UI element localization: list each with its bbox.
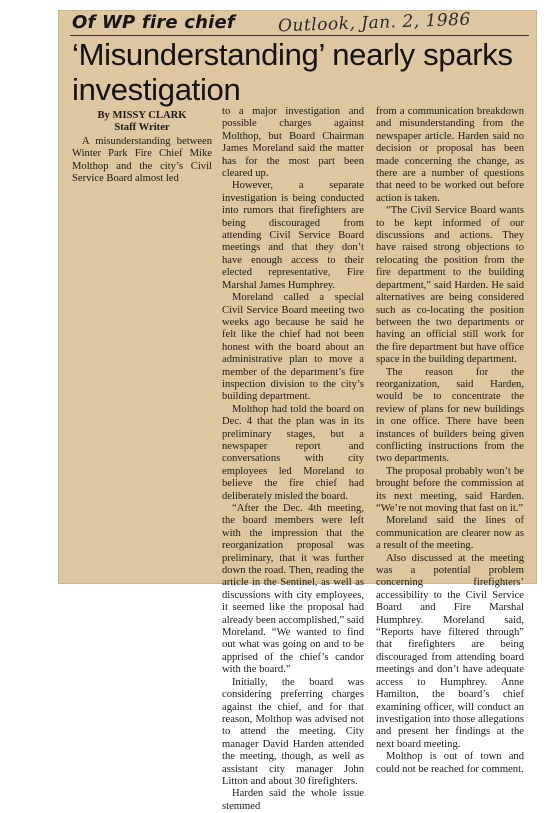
paragraph: “After the Dec. 4th meeting, the board members were left with the impression that the reorganization proposal was preliminary, that it was further down the road. Then, reading the article in the Sentinel, as well as discussions with city employees, it seemed like the proposal had already been accomplished,” said Moreland. “We wanted to find out what was going on and to be apprised of the chief’s candor with the board.” xyxy=(222,503,364,676)
paragraph: from a communication breakdown and misunderstanding from the newspaper article. Harden said no decision or proposal has been made concerning the change, as there are a number of questions that need to be worked out before action is taken. xyxy=(376,106,524,204)
article-column-1 xyxy=(72,110,212,185)
article-column-3 xyxy=(376,106,524,776)
handwritten-date-note: Outlook, Jan. 2, 1986 xyxy=(277,9,472,37)
paragraph: However, a separate investigation is being conducted into rumors that firefighters are being discouraged from attending Civil Service Board meetings and that they don’t have enough access to their elected representative, Fire Marshal James Humphrey. xyxy=(222,180,364,291)
paragraph: A misunderstanding between Winter Park Fire Chief Mike Molthop and the city’s Civil Service Board almost led xyxy=(72,135,212,185)
paragraph: Molthop had told the board on Dec. 4 that the plan was in its preliminary stages, but a newspaper report and conversations with city employees led Moreland to believe the fire chief had deliberately misled the board. xyxy=(222,403,364,502)
paragraph: Moreland said the lines of communication are clearer now as a result of the meeting. xyxy=(376,515,524,552)
newspaper-clipping xyxy=(58,9,537,812)
paragraph: The reason for the reorganization, said Harden, would be to concentrate the review of plans for new buildings in one office. There have been instances of builders being given conflicting instructions from the two departments. xyxy=(376,366,524,465)
paragraph: to a major investigation and possible charges against Molthop, but Board Chairman James Moreland said the matter has for the most part been cleared up. xyxy=(222,106,364,180)
headline: ‘Misunderstanding’ nearly sparks investigation xyxy=(72,37,513,107)
byline-role: Staff Writer xyxy=(114,122,170,134)
paragraph: The proposal probably won’t be brought before the commission at its next meeting, said Harden. “We’re not moving that fast on it.” xyxy=(376,465,524,514)
paragraph: Also discussed at the meeting was a potential problem concerning firefighters’ accessibility to the Civil Service Board and Fire Marshal Humphrey. Moreland said, “Reports have filtered through” that firefighters are being discouraged from attending board meetings and don’t have adequate access to Humphrey. Anne Hamilton, the board’s chief examining officer, will conduct an investigation into those allegations and present her findings at the next board meeting. xyxy=(376,552,524,750)
article-column-2 xyxy=(222,106,364,813)
paragraph: Moreland called a special Civil Service Board meeting two weeks ago because he said he felt like the chief had not been honest with the board about an administrative plan to move a member of the department’s fire inspection division to the city’s building department. xyxy=(222,292,364,403)
paragraph: Molthop is out of town and could not be reached for comment. xyxy=(376,751,524,775)
paragraph: “The Civil Service Board wants to be kept informed of our discussions and actions. They have raised strong objections to relocating the position from the fire department to the building department,” said Harden. He said alternatives are being considered such as co-locating the position between the two departments or having an official still work for the fire department but have office space in the building department. xyxy=(376,205,524,366)
paragraph: Harden said the whole issue stemmed xyxy=(222,788,364,812)
byline-name: By MISSY CLARK xyxy=(97,110,187,121)
kicker: Of WP fire chief xyxy=(72,12,235,33)
paragraph: Initially, the board was considering preferring charges against the chief, and for that reason, Molthop was advised not to attend the meeting. City manager David Harden attended the meeting, though, as well as assistant city manager John Litton and about 30 firefighters. xyxy=(222,676,364,787)
